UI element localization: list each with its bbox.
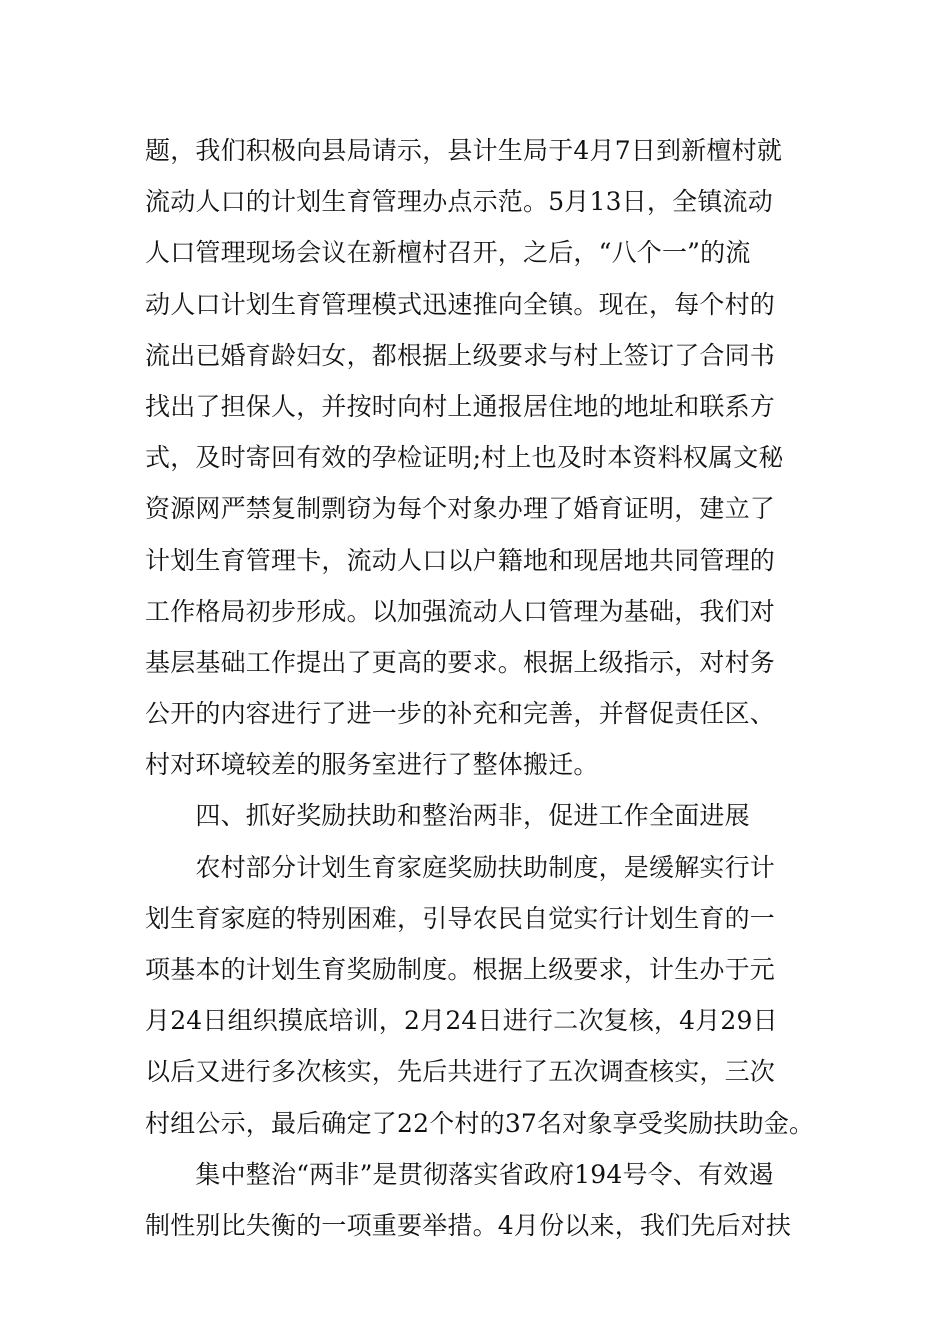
text-line: 人口管理现场会议在新檀村召开，之后，“八个一”的流: [145, 238, 751, 268]
text-line: 项基本的计划生育奖励制度。根据上级要求，计生办于元: [145, 955, 776, 984]
text-line: 制性别比失衡的一项重要举措。4月份以来，我们先后对扶: [145, 1210, 792, 1240]
text-line: 流动人口的计划生育管理办点示范。5月13日，全镇流动: [145, 187, 773, 217]
section-heading: 四、抓好奖励扶助和整治两非，促进工作全面进展: [145, 801, 750, 831]
text-line: 农村部分计划生育家庭奖励扶助制度，是缓解实行计: [145, 852, 776, 882]
text-line: 资源网严禁复制剽窃为每个对象办理了婚育证明，建立了: [145, 494, 776, 524]
text-line: 划生育家庭的特别困难，引导农民自觉实行计划生育的一: [145, 903, 776, 933]
text-line: 村对环境较差的服务室进行了整体搬迁。: [145, 750, 599, 780]
text-line: 动人口计划生育管理模式迅速推向全镇。现在，每个村的: [145, 289, 776, 319]
text-line: 集中整治“两非”是贯彻落实省政府194号令、有效遏: [145, 1159, 774, 1189]
text-line: 以后又进行多次核实，先后共进行了五次调查核实，三次: [145, 1057, 776, 1087]
text-line: 计划生育管理卡，流动人口以户籍地和现居地共同管理的: [145, 545, 776, 575]
text-line: 基层基础工作提出了更高的要求。根据上级指示，对村务: [145, 647, 776, 677]
document-body: [145, 125, 825, 1251]
text-line: 流出已婚育龄妇女，都根据上级要求与村上签订了合同书: [145, 340, 776, 370]
text-line: 村组公示，最后确定了22个村的37名对象享受奖励扶助金。: [145, 1108, 815, 1138]
text-line: 月24日组织摸底培训，2月24日进行二次复核，4月29日: [145, 1006, 778, 1036]
text-line: 式，及时寄回有效的孕检证明;村上也及时本资料权属文秘: [145, 443, 784, 473]
text-line: 公开的内容进行了进一步的补充和完善，并督促责任区、: [145, 699, 776, 729]
text-line: 找出了担保人，并按时向村上通报居住地的地址和联系方: [145, 391, 776, 421]
text-line: 题，我们积极向县局请示，县计生局于4月7日到新檀村就: [145, 136, 783, 165]
text-line: 工作格局初步形成。以加强流动人口管理为基础，我们对: [145, 596, 776, 626]
